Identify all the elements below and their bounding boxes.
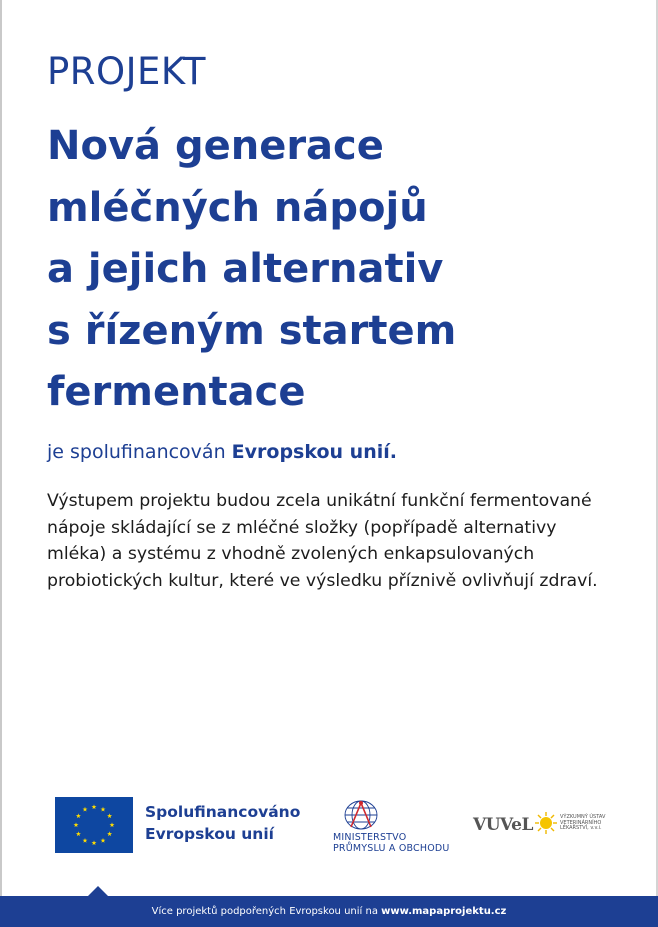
eu-cofinanced-label bbox=[145, 801, 300, 845]
title-line: s řízeným startem bbox=[47, 307, 457, 354]
title-line: a jejich alternativ bbox=[47, 246, 444, 292]
eu-label-line: Evropskou unií bbox=[145, 825, 274, 843]
page-left-edge bbox=[0, 0, 2, 927]
title-line: mléčných nápojů bbox=[47, 184, 428, 231]
project-kicker: PROJEKT bbox=[47, 50, 206, 93]
ministry-logo-icon bbox=[333, 797, 389, 831]
description-line: nápoje skládající se z mléčné složky (popřípadě alternativy bbox=[47, 517, 557, 538]
vuvel-subtitle-line: VÝZKUMNÝ ÚSTAV bbox=[560, 814, 606, 820]
vuvel-subtitle-line: LÉKAŘSTVÍ, v.v.i. bbox=[560, 825, 602, 831]
sun-logo-icon bbox=[535, 812, 557, 834]
eu-label-line: Spolufinancováno bbox=[145, 803, 301, 821]
title-line: Nová generace bbox=[47, 123, 384, 169]
ministry-label-line: PRŮMYSLU A OBCHODU bbox=[333, 843, 450, 854]
vuvel-name: VUVeL bbox=[473, 815, 533, 835]
eu-flag-icon bbox=[55, 797, 133, 853]
footer-link[interactable]: www.mapaprojektu.cz bbox=[381, 906, 507, 917]
cofinancing-prefix: je spolufinancován bbox=[47, 441, 232, 463]
vuvel-subtitle bbox=[560, 815, 605, 832]
vuvel-subtitle-line: VETERINÁRNÍHO bbox=[560, 819, 602, 826]
ministry-label bbox=[333, 832, 450, 854]
description-line: Výstupem projektu budou zcela unikátní funkční fermentované bbox=[47, 491, 592, 511]
description-line: probiotických kultur, které ve výsledku příznivě ovlivňují zdraví. bbox=[47, 570, 598, 591]
cofinancing-eu: Evropskou unií. bbox=[231, 441, 397, 463]
title-line: fermentace bbox=[47, 369, 306, 415]
project-description bbox=[47, 488, 647, 594]
cofinancing-statement bbox=[47, 441, 397, 463]
ministry-label-line: MINISTERSTVO bbox=[333, 832, 407, 843]
footer-text: Více projektů podpořených Evropskou unií na bbox=[151, 906, 382, 917]
footer-notch bbox=[88, 886, 108, 896]
description-line: mléka) a systému z vhodně zvolených enkapsulovaných bbox=[47, 544, 535, 564]
project-title bbox=[47, 116, 647, 424]
footer-bar bbox=[0, 896, 658, 927]
